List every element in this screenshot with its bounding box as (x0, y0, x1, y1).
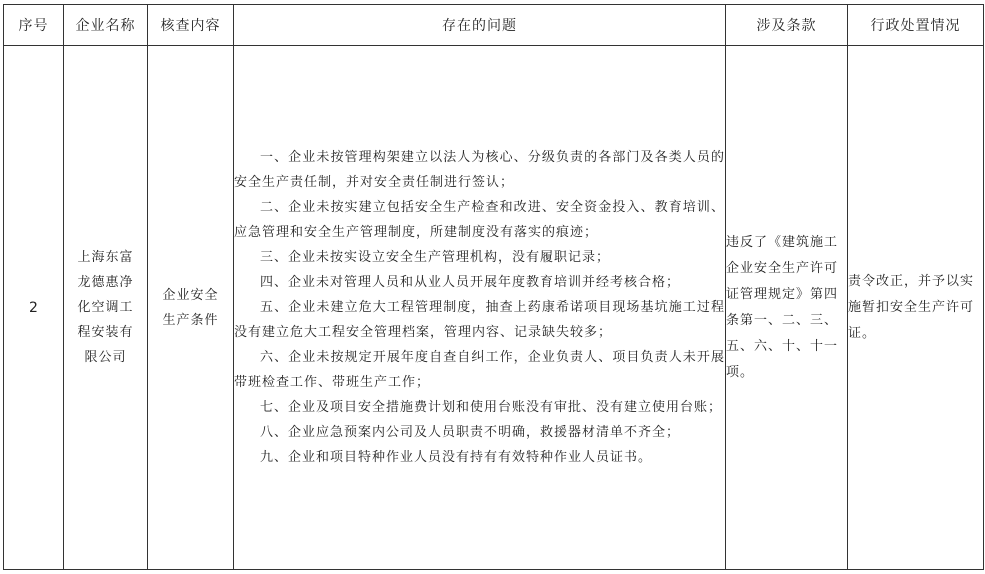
header-seq: 序号 (4, 5, 64, 46)
company-line: 程安装有 (77, 325, 134, 340)
header-company: 企业名称 (64, 5, 148, 46)
header-issues: 存在的问题 (234, 5, 726, 46)
clauses-cell (726, 46, 848, 570)
check-line: 生产条件 (162, 312, 219, 328)
check-cell (148, 46, 234, 570)
check-line: 企业安全 (162, 287, 219, 303)
header-action: 行政处置情况 (848, 5, 984, 46)
action-text: 责令改正，并予以实施暂扣安全生产许可证。 (848, 273, 975, 341)
issue-item: 二、企业未按实建立包括安全生产检查和改进、安全资金投入、教育培训、应急管理和安全生产管理制度，所建制度没有落实的痕迹； (234, 200, 725, 240)
company-cell (64, 46, 148, 570)
issue-item: 五、企业未建立危大工程管理制度，抽查上药康希诺项目现场基坑施工过程没有建立危大工程安全管理档案，管理内容、记录缺失较多； (234, 300, 725, 340)
issue-item: 一、企业未按管理构架建立以法人为核心、分级负责的各部门及各类人员的安全生产责任制，并对安全责任制进行签认； (234, 150, 725, 190)
header-row (4, 5, 984, 46)
clauses-text: 违反了《建筑施工企业安全生产许可证管理规定》第四条第一、二、三、五、六、十、十一项。 (726, 234, 839, 380)
company-line: 上海东富 (77, 250, 134, 265)
issue-item: 八、企业应急预案内公司及人员职责不明确，救援器材清单不齐全； (260, 425, 681, 440)
header-clauses: 涉及条款 (726, 5, 848, 46)
company-line: 龙德惠净 (77, 275, 134, 290)
header-check: 核查内容 (148, 5, 234, 46)
seq-cell: 2 (4, 46, 64, 570)
issue-item: 九、企业和项目特种作业人员没有持有有效特种作业人员证书。 (260, 450, 653, 465)
issue-item: 七、企业及项目安全措施费计划和使用台账没有审批、没有建立使用台账； (260, 400, 723, 415)
action-cell (848, 46, 984, 570)
company-name (64, 245, 147, 370)
issue-item: 三、企业未按实设立安全生产管理机构，没有履职记录； (260, 250, 611, 265)
table-row (4, 46, 984, 570)
issue-item: 六、企业未按规定开展年度自查自纠工作，企业负责人、项目负责人未开展带班检查工作、带班生产工作； (234, 350, 725, 390)
issues-cell (234, 46, 726, 570)
company-line: 化空调工 (77, 300, 134, 315)
company-line: 限公司 (84, 350, 127, 365)
issue-item: 四、企业未对管理人员和从业人员开展年度教育培训并经考核合格； (260, 275, 681, 290)
check-content (148, 283, 233, 333)
penalty-table (3, 4, 984, 570)
